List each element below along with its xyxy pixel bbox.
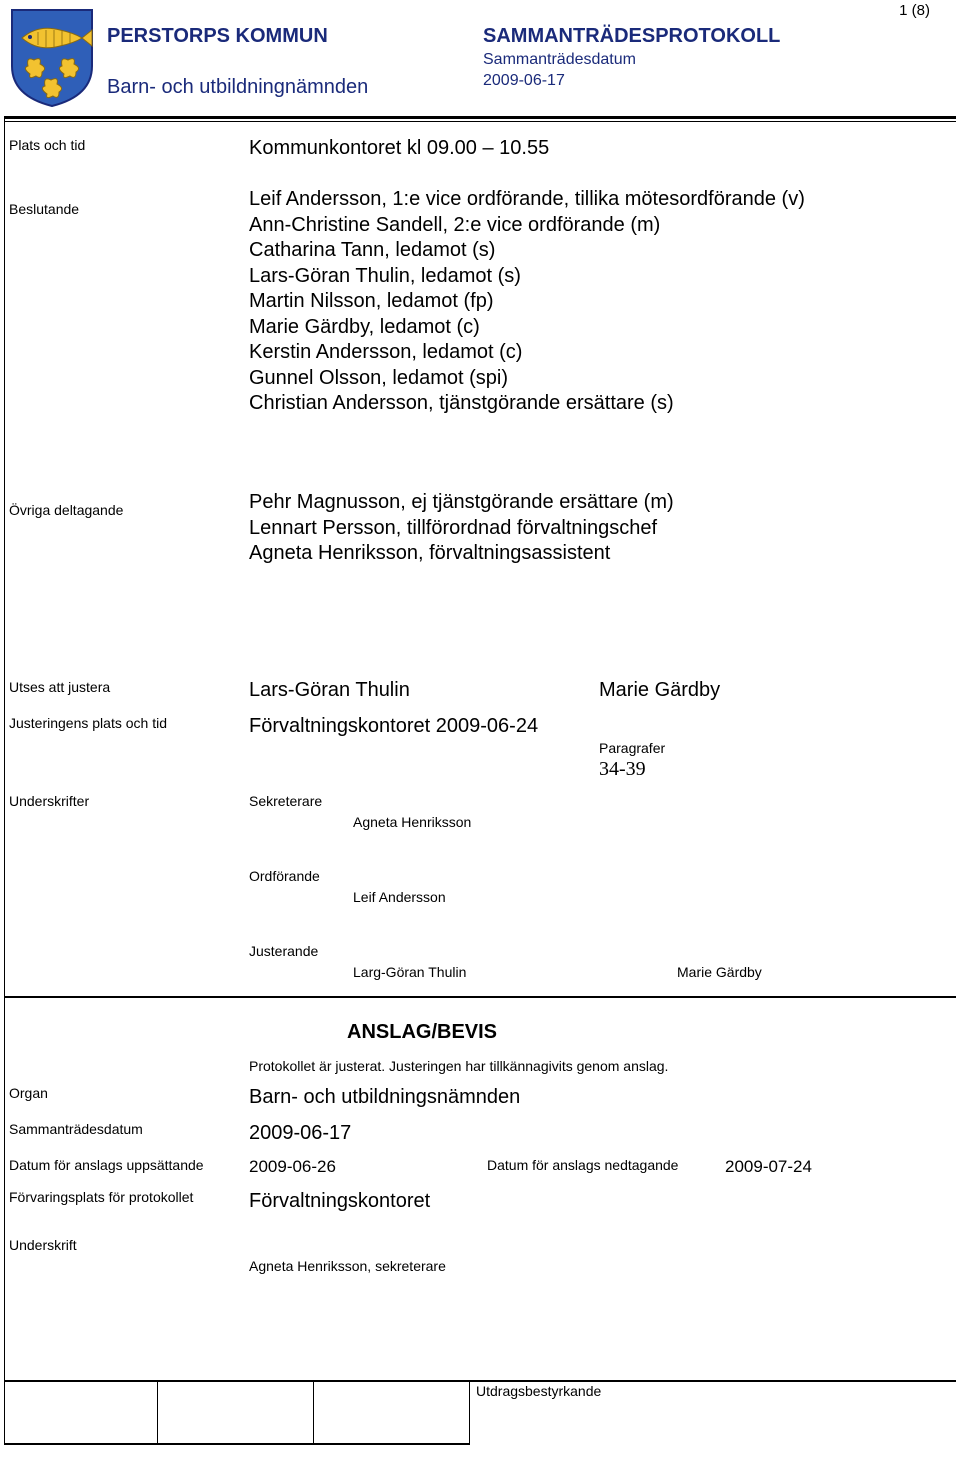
storage-value: Förvaltningskontoret [249,1190,431,1212]
adjuster-sign-name-1: Larg-Göran Thulin [353,964,467,980]
notice-title: ANSLAG/BEVIS [347,1021,498,1043]
chair-label: Ordförande [249,868,320,884]
decision-makers-label: Beslutande [9,201,80,217]
other-participants-label: Övriga deltagande [9,502,124,518]
participant: Agneta Henriksson, förvaltningsassistent [249,542,611,564]
certified-extract-label: Utdragsbestyrkande [476,1383,602,1399]
paragraphs-label: Paragrafer [599,740,666,756]
signature-value: Agneta Henriksson, sekreterare [249,1258,446,1274]
removed-value: 2009-07-24 [725,1157,812,1176]
adjuster-sign-label: Justerande [249,943,319,959]
adjuster-first: Lars-Göran Thulin [249,679,410,701]
decision-maker: Lars-Göran Thulin, ledamot (s) [249,264,521,287]
adjustment-place-label: Justeringens plats och tid [9,715,167,731]
signature-label: Underskrift [9,1237,77,1253]
decision-maker: Leif Andersson, 1:e vice ordförande, tillika mötesordförande (v) [249,188,805,210]
decision-maker: Kerstin Andersson, ledamot (c) [249,341,523,363]
footer-top-rule [4,1380,956,1382]
header-rule [4,116,956,119]
adjuster-second: Marie Gärdby [599,679,721,701]
organ-label: Organ [9,1085,48,1101]
document-type: SAMMANTRÄDESPROTOKOLL [483,25,781,47]
secretary-name: Agneta Henriksson [353,814,472,830]
posted-value: 2009-06-26 [249,1157,336,1176]
decision-maker: Christian Andersson, tjänstgörande ersättare (s) [249,392,674,414]
board-name: Barn- och utbildningnämnden [107,76,369,98]
header-rule-thin [4,121,956,122]
municipality-name: PERSTORPS KOMMUN [107,25,328,47]
other-participants-list [249,490,674,567]
chair-name: Leif Andersson [353,889,446,905]
footer-divider-2 [313,1380,314,1444]
storage-label: Förvaringsplats för protokollet [9,1189,194,1205]
secretary-label: Sekreterare [249,793,323,809]
footer-divider-3 [469,1380,470,1444]
place-time-value: Kommunkontoret kl 09.00 – 10.55 [249,137,550,159]
footer-bottom-rule [4,1443,470,1445]
place-time-label: Plats och tid [9,137,86,153]
organ-value: Barn- och utbildningsnämnden [249,1086,521,1108]
adjustment-place-value: Förvaltningskontoret 2009-06-24 [249,715,539,737]
decision-makers-list [249,187,805,417]
coat-of-arms-icon [8,8,96,108]
participant: Pehr Magnusson, ej tjänstgörande ersättare (m) [249,491,674,513]
meeting-date: 2009-06-17 [483,72,565,89]
left-border [4,116,5,1444]
adjuster-sign-name-2: Marie Gärdby [677,964,762,980]
notice-intro: Protokollet är justerat. Justeringen har tillkännagivits genom anslag. [249,1058,669,1074]
notice-meeting-date-label: Sammanträdesdatum [9,1121,143,1137]
paragraphs-value: 34-39 [599,758,646,780]
page-number: 1 (8) [899,2,930,19]
notice-meeting-date-value: 2009-06-17 [249,1122,352,1144]
decision-maker: Gunnel Olsson, ledamot (spi) [249,366,509,389]
footer-divider-1 [157,1380,158,1444]
decision-maker: Catharina Tann, ledamot (s) [249,239,496,261]
participant: Lennart Persson, tillförordnad förvaltningschef [249,516,658,539]
decision-maker: Marie Gärdby, ledamot (c) [249,315,480,338]
decision-maker: Martin Nilsson, ledamot (fp) [249,290,494,312]
signatures-label: Underskrifter [9,793,90,809]
removed-label: Datum för anslags nedtagande [487,1157,679,1173]
meeting-date-label: Sammanträdesdatum [483,51,636,68]
section-divider [4,996,956,998]
decision-maker: Ann-Christine Sandell, 2:e vice ordförande (m) [249,213,661,236]
adjusters-label: Utses att justera [9,679,111,695]
posted-label: Datum för anslags uppsättande [9,1157,204,1173]
